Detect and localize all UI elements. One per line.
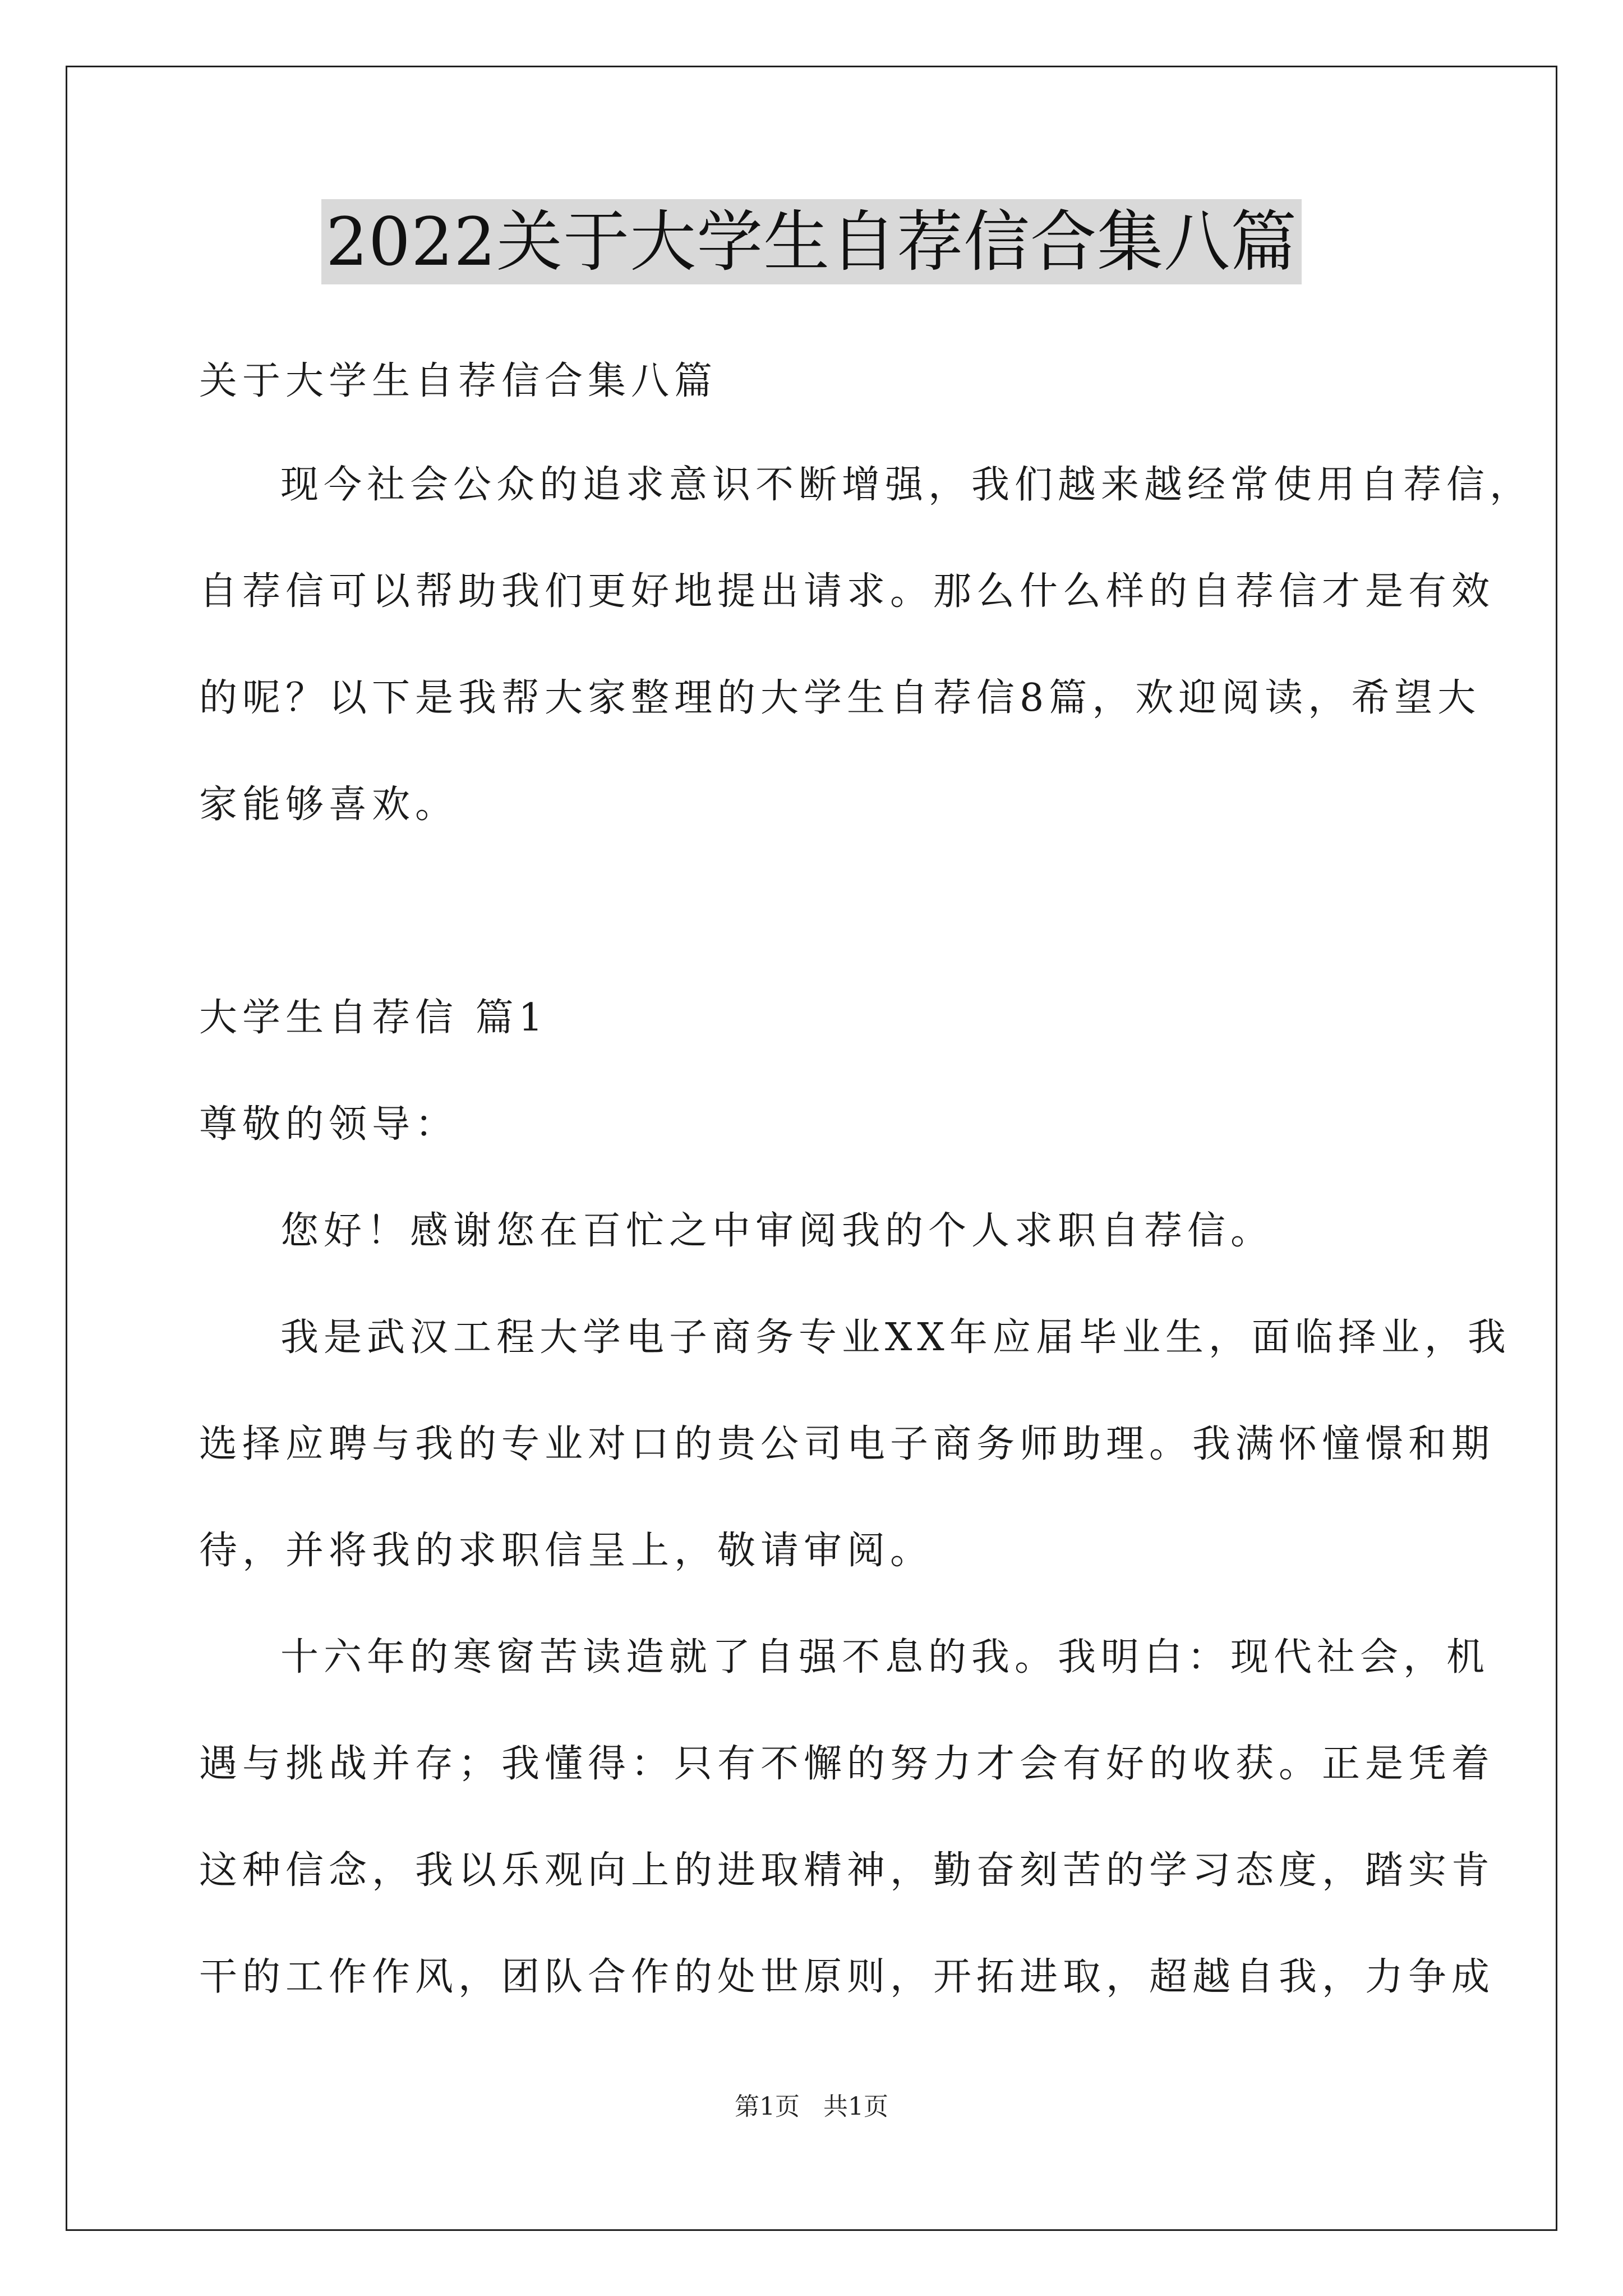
para2-line-2: 遇与挑战并存；我懂得：只有不懈的努力才会有好的收获。正是凭着 — [199, 1742, 1495, 1786]
document-title: 2022关于大学生自荐信合集八篇 — [321, 199, 1302, 284]
intro-line-4: 家能够喜欢。 — [199, 783, 459, 827]
para2-line-1: 十六年的寒窗苦读造就了自强不息的我。我明白：现代社会，机 — [280, 1635, 1490, 1680]
para1-line-1: 我是武汉工程大学电子商务专业XX年应届毕业生，面临择业，我 — [280, 1315, 1511, 1360]
document-subtitle: 关于大学生自荐信合集八篇 — [199, 359, 718, 403]
title-container — [0, 199, 1623, 284]
para1-line-2: 选择应聘与我的专业对口的贵公司电子商务师助理。我满怀憧憬和期 — [199, 1422, 1495, 1466]
intro-line-3: 的呢？以下是我帮大家整理的大学生自荐信8篇，欢迎阅读，希望大 — [199, 676, 1481, 720]
para2-line-4: 干的工作作风，团队合作的处世原则，开拓进取，超越自我，力争成 — [199, 1955, 1495, 1999]
section-heading: 大学生自荐信 篇1 — [199, 996, 548, 1040]
greeting-line: 您好！感谢您在百忙之中审阅我的个人求职自荐信。 — [280, 1209, 1274, 1253]
salutation: 尊敬的领导： — [199, 1102, 459, 1147]
page-footer: 第1页 共1页 — [735, 2092, 888, 2121]
para1-line-3: 待，并将我的求职信呈上，敬请审阅。 — [199, 1529, 934, 1573]
para2-line-3: 这种信念，我以乐观向上的进取精神，勤奋刻苦的学习态度，踏实肯 — [199, 1848, 1495, 1893]
intro-line-1: 现今社会公众的追求意识不断增强，我们越来越经常使用自荐信， — [280, 463, 1533, 507]
intro-line-2: 自荐信可以帮助我们更好地提出请求。那么什么样的自荐信才是有效 — [199, 569, 1495, 614]
